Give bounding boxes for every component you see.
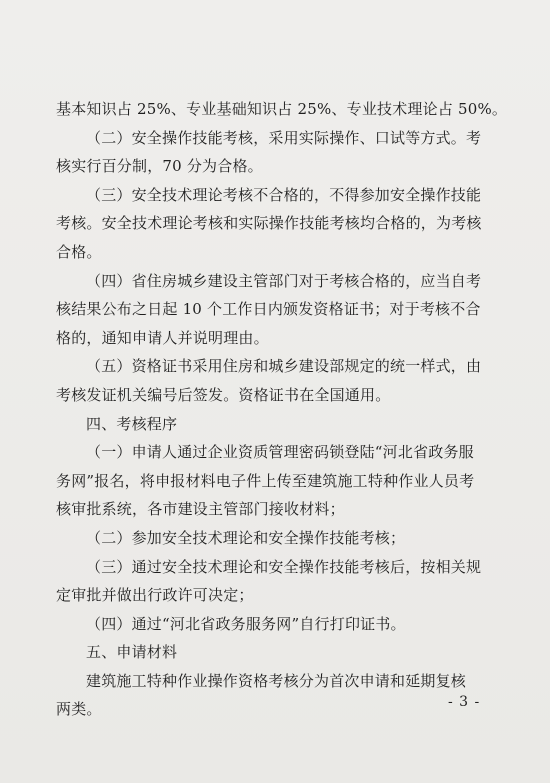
body-line: 定审批并做出行政许可决定； <box>56 586 254 605</box>
body-line: 基本知识占 25%、专业基础知识占 25%、专业技术理论占 50%。 <box>56 100 508 118</box>
body-line: 两类。 <box>56 700 102 719</box>
document-body <box>56 95 506 724</box>
body-line: 格的，通知申请人并说明理由。 <box>56 328 269 347</box>
body-line: （四）通过“河北省政务服务网”自行打印证书。 <box>86 614 406 633</box>
body-line: （三）通过安全技术理论和安全操作技能考核后，按相关规 <box>86 557 482 576</box>
body-line: 考核。安全技术理论考核和实际操作技能考核均合格的，为考核 <box>56 214 482 233</box>
body-line: 核实行百分制，70 分为合格。 <box>56 157 263 176</box>
body-line: 建筑施工特种作业操作资格考核分为首次申请和延期复核 <box>86 671 467 690</box>
body-line: （二）安全操作技能考核，采用实际操作、口试等方式。考 <box>86 128 482 147</box>
body-line: 务网”报名，将申报材料电子件上传至建筑施工特种作业人员考 <box>56 471 475 490</box>
body-line: （三）安全技术理论考核不合格的，不得参加安全操作技能 <box>86 185 482 204</box>
body-line: 核结果公布之日起 10 个工作日内颁发资格证书；对于考核不合 <box>56 300 481 319</box>
body-line: 核审批系统，各市建设主管部门接收材料； <box>56 500 345 519</box>
body-line: 合格。 <box>56 242 102 261</box>
page-number: - 3 - <box>448 694 481 710</box>
body-line: 考核发证机关编号后签发。资格证书在全国通用。 <box>56 385 391 404</box>
section-heading: 四、考核程序 <box>86 414 178 433</box>
body-line: （四）省住房城乡建设主管部门对于考核合格的，应当自考 <box>86 271 482 290</box>
section-heading: 五、申请材料 <box>86 643 178 662</box>
body-line: （二）参加安全技术理论和安全操作技能考核； <box>86 528 406 547</box>
body-line: （五）资格证书采用住房和城乡建设部规定的统一样式，由 <box>86 357 482 376</box>
body-line: （一）申请人通过企业资质管理密码锁登陆“河北省政务服 <box>86 443 474 462</box>
